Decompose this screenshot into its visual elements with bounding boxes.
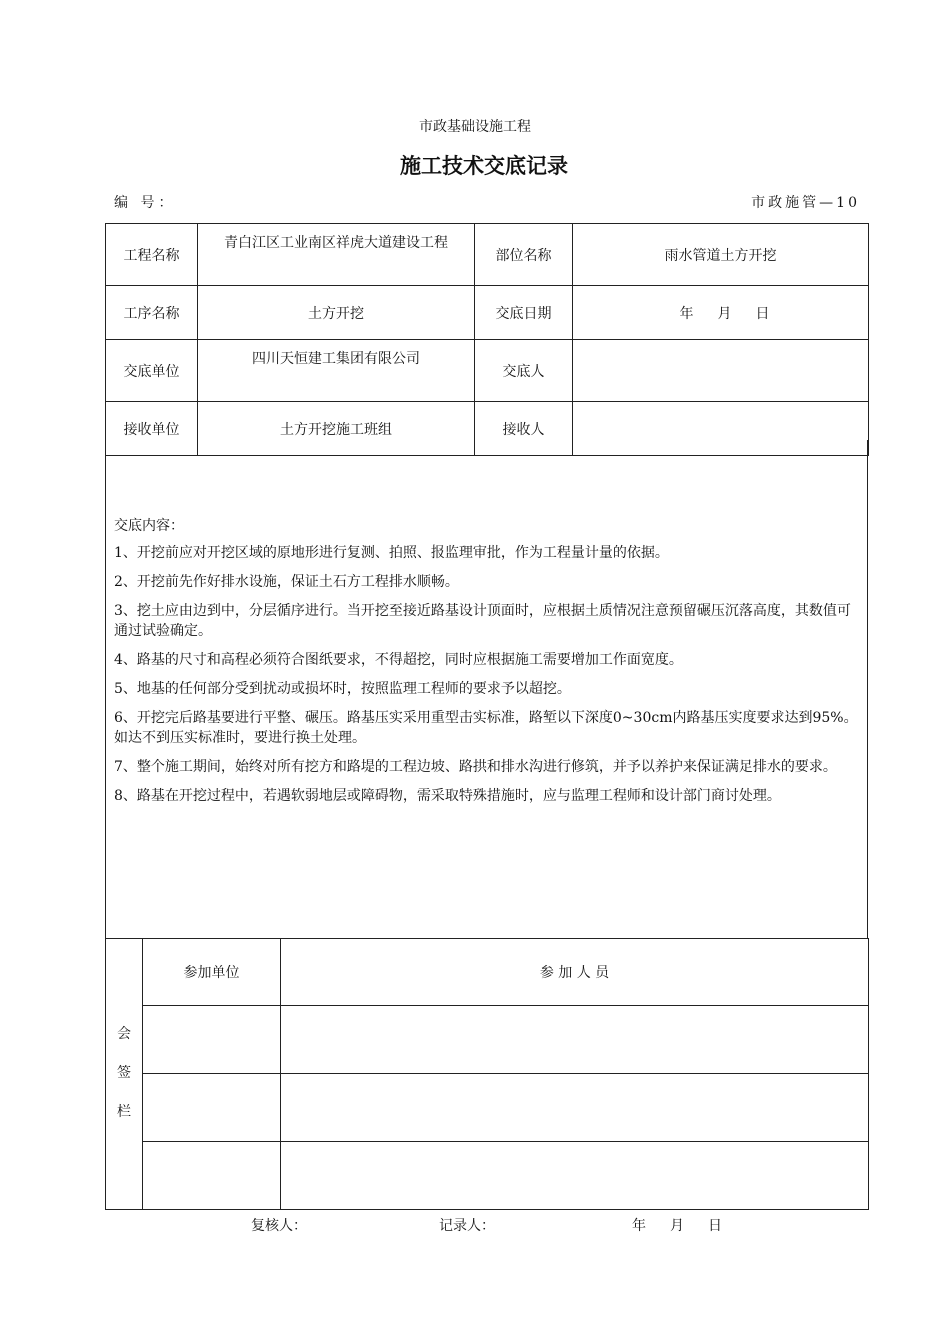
signoff-unit-cell	[143, 1142, 281, 1210]
signoff-unit-cell	[143, 1006, 281, 1074]
receiver-unit-value: 土方开挖施工班组	[198, 402, 475, 456]
footer-day: 日	[708, 1218, 722, 1234]
table-row	[106, 224, 869, 286]
signoff-side-char: 会	[117, 1026, 131, 1042]
participating-unit-header: 参加单位	[143, 938, 281, 1006]
signoff-people-cell	[281, 1006, 869, 1074]
content-item: 6、开挖完后路基要进行平整、碾压。路基压实采用重型击实标准，路堑以下深度0~30cm内路基压实度要求达到95%。如达不到压实标准时，要进行换土处理。	[114, 710, 858, 746]
content-item: 2、开挖前先作好排水设施，保证土石方工程排水顺畅。	[114, 574, 459, 590]
signoff-side-char: 栏	[117, 1104, 131, 1120]
content-section	[105, 440, 868, 939]
top-title: 市政基础设施工程	[419, 119, 531, 135]
content-heading: 交底内容：	[114, 518, 184, 534]
content-item: 1、开挖前应对开挖区域的原地形进行复测、拍照、报监理审批，作为工程量计量的依据。	[114, 545, 669, 561]
unit-value: 四川天恒建工集团有限公司	[198, 340, 475, 402]
content-item: 7、整个施工期间，始终对所有挖方和路堤的工程边坡、路拱和排水沟进行修筑，并予以养护来保证满足排水的要求。	[114, 759, 837, 775]
unit-label: 交底单位	[106, 340, 198, 402]
content-item: 4、路基的尺寸和高程必须符合图纸要求，不得超挖，同时应根据施工需要增加工作面宽度。	[114, 652, 683, 668]
page-title: 施工技术交底记录	[400, 154, 568, 178]
process-label: 工序名称	[106, 286, 198, 340]
table-row	[106, 1074, 869, 1142]
table-row	[106, 286, 869, 340]
part-name-value: 雨水管道土方开挖	[573, 224, 869, 286]
process-value: 土方开挖	[198, 286, 475, 340]
participants-header: 参 加 人 员	[281, 938, 869, 1006]
date-year: 年	[679, 305, 694, 322]
table-row	[106, 938, 869, 1006]
receiver-unit-label: 接收单位	[106, 402, 198, 456]
person-label: 交底人	[475, 340, 573, 402]
signoff-unit-cell	[143, 1074, 281, 1142]
form-code: 市政施管—10	[751, 195, 860, 211]
project-name-value: 青白江区工业南区祥虎大道建设工程	[198, 224, 475, 286]
project-name-label: 工程名称	[106, 224, 198, 286]
footer-month: 月	[670, 1218, 684, 1234]
table-row	[106, 1006, 869, 1074]
signoff-side-char: 签	[117, 1065, 131, 1081]
footer-year: 年	[632, 1218, 646, 1234]
date-day: 日	[755, 305, 770, 322]
receiver-label: 接收人	[475, 402, 573, 456]
serial-number-label: 编 号：	[114, 195, 177, 211]
content-item: 5、地基的任何部分受到扰动或损坏时，按照监理工程师的要求予以超挖。	[114, 681, 571, 697]
table-row	[106, 1142, 869, 1210]
signoff-people-cell	[281, 1142, 869, 1210]
signoff-side-label	[106, 938, 143, 1210]
part-name-label: 部位名称	[475, 224, 573, 286]
signoff-people-cell	[281, 1074, 869, 1142]
date-label: 交底日期	[475, 286, 573, 340]
table-row	[106, 340, 869, 402]
content-item: 3、挖土应由边到中，分层循序进行。当开挖至接近路基设计顶面时，应根据土质情况注意预留碾压沉落高度，其数值可通过试验确定。	[114, 603, 851, 639]
date-value	[573, 286, 869, 340]
recorder-label: 记录人：	[439, 1218, 495, 1234]
reviewer-label: 复核人：	[251, 1218, 307, 1234]
date-month: 月	[717, 305, 732, 322]
info-table	[105, 223, 869, 456]
signoff-table	[105, 938, 869, 1210]
content-item: 8、路基在开挖过程中，若遇软弱地层或障碍物，需采取特殊措施时，应与监理工程师和设计部门商讨处理。	[114, 788, 781, 804]
person-value	[573, 340, 869, 402]
